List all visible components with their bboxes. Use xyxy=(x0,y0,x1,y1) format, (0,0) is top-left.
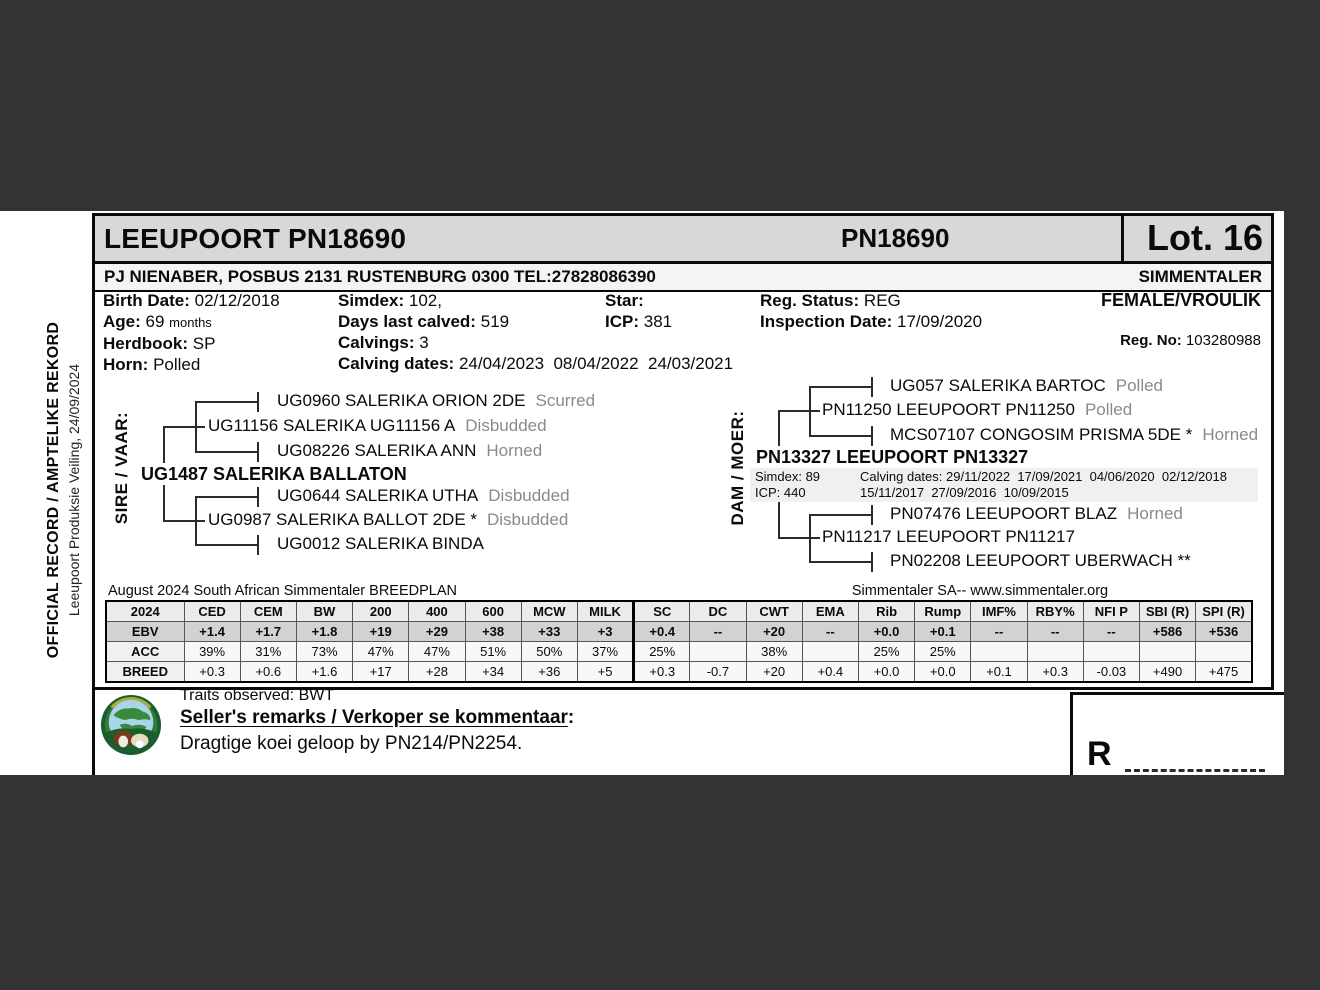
breedplan-value: +1.6 xyxy=(296,662,352,683)
breedplan-value: -- xyxy=(690,622,746,642)
horn-status: Disbudded xyxy=(465,416,547,435)
breedplan-value: 25% xyxy=(858,642,914,662)
registration-number xyxy=(1120,332,1261,349)
horn-status: Disbudded xyxy=(487,510,569,529)
breedplan-caption-left: August 2024 South African Simmentaler BREEDPLAN xyxy=(108,583,457,599)
breedplan-col-header: Rib xyxy=(858,601,914,622)
age-value: 69 xyxy=(145,312,165,331)
sire-name: UG1487 SALERIKA BALLATON xyxy=(141,463,412,485)
days-last-calved-value: 519 xyxy=(480,312,510,331)
calving-dates-label: Calving dates: xyxy=(338,354,455,373)
breedplan-value: +20 xyxy=(746,662,802,683)
seller-remarks-text: Dragtige koei geloop by PN214/PN2254. xyxy=(180,733,523,754)
breedplan-value: +586 xyxy=(1139,622,1195,642)
horn-value: Polled xyxy=(153,355,201,374)
breedplan-value xyxy=(1083,642,1139,662)
breedplan-value: +0.0 xyxy=(915,662,971,683)
pedigree-line xyxy=(809,561,871,563)
age-unit: months xyxy=(169,315,212,330)
pedigree-line xyxy=(257,535,259,555)
dam-simdex: Simdex: 89 xyxy=(755,469,821,484)
breedplan-value: -- xyxy=(1027,622,1083,642)
owner-band xyxy=(95,264,1271,292)
pedigree-line xyxy=(778,410,820,412)
reg-no-value: 103280988 xyxy=(1185,332,1261,349)
breedplan-value xyxy=(1196,642,1252,662)
title-band xyxy=(95,216,1271,264)
breedplan-value xyxy=(971,642,1027,662)
dam-block-label: DAM / MOER: xyxy=(728,410,747,526)
breedplan-value: -- xyxy=(971,622,1027,642)
breedplan-col-header: MCW xyxy=(521,601,577,622)
breedplan-value: +0.1 xyxy=(971,662,1027,683)
pedigree-line xyxy=(163,520,205,522)
herdbook-label: Herdbook: xyxy=(103,334,188,353)
simdex-value: 102, xyxy=(408,291,442,310)
days-last-calved-label: Days last calved: xyxy=(338,312,476,331)
breedplan-value: -- xyxy=(802,622,858,642)
pedigree-line xyxy=(257,392,259,412)
breedplan-value: +490 xyxy=(1139,662,1195,683)
breedplan-value: +0.3 xyxy=(1027,662,1083,683)
dam-calving-dates-2: 15/11/2017 27/09/2016 10/09/2015 xyxy=(860,485,1069,500)
sire-dam: UG0987 SALERIKA BALLOT 2DE * Disbudded xyxy=(208,510,569,529)
breedplan-value: +20 xyxy=(746,622,802,642)
seller-remarks-heading: Seller's remarks / Verkoper se kommentaar: xyxy=(180,707,575,728)
breedplan-value: 73% xyxy=(296,642,352,662)
icp-label: ICP: xyxy=(605,312,639,331)
breedplan-col-header: 600 xyxy=(465,601,521,622)
breedplan-value: 25% xyxy=(915,642,971,662)
reg-status-value: REG xyxy=(863,291,901,310)
pedigree-line xyxy=(809,514,871,516)
breedplan-value: +29 xyxy=(409,622,465,642)
sire-dam-sire: UG0644 SALERIKA UTHA Disbudded xyxy=(277,486,570,505)
breedplan-value: 25% xyxy=(634,642,690,662)
inspection-date-label: Inspection Date: xyxy=(760,312,893,331)
breedplan-value: +475 xyxy=(1196,662,1252,683)
catalog-page xyxy=(0,211,1284,775)
breedplan-col-header: NFI P xyxy=(1083,601,1139,622)
birth-date-value: 02/12/2018 xyxy=(194,291,280,310)
official-record-side-label xyxy=(44,210,88,770)
pedigree-line xyxy=(809,386,871,388)
breedplan-value: +1.7 xyxy=(240,622,296,642)
pedigree-line xyxy=(871,377,873,397)
traits-observed: Traits observed: BWT xyxy=(180,687,335,704)
herdbook-value: SP xyxy=(192,334,216,353)
sire-grandsire: UG0960 SALERIKA ORION 2DE Scurred xyxy=(277,391,596,410)
horn-status: Scurred xyxy=(535,391,596,410)
pedigree-line xyxy=(257,442,259,462)
icp-value: 381 xyxy=(643,312,673,331)
breedplan-col-header: IMF% xyxy=(971,601,1027,622)
breedplan-caption-right: Simmentaler SA-- www.simmentaler.org xyxy=(851,583,1109,599)
sex-label: FEMALE/VROULIK xyxy=(1101,290,1261,310)
breed-name: SIMMENTALER xyxy=(1138,267,1262,286)
breedplan-value: +1.8 xyxy=(296,622,352,642)
breedplan-col-header: 200 xyxy=(353,601,409,622)
horn-status: Polled xyxy=(1084,400,1133,419)
pedigree-line xyxy=(809,514,811,561)
breedplan-col-header: CEM xyxy=(240,601,296,622)
star-label: Star: xyxy=(605,291,644,310)
breedplan-value: +536 xyxy=(1196,622,1252,642)
side-label-subtitle: Leeupoort Produksie Veiling, 24/09/2024 xyxy=(66,363,82,617)
side-label-title: OFFICIAL RECORD / AMPTELIKE REKORD xyxy=(45,321,62,659)
breedplan-row-label: EBV xyxy=(106,622,184,642)
horn-status: Horned xyxy=(1202,425,1259,444)
breedplan-row-label: BREED xyxy=(106,662,184,683)
breedplan-value: 37% xyxy=(577,642,633,662)
reg-no-label: Reg. No: xyxy=(1120,332,1182,349)
pedigree-line xyxy=(195,451,257,453)
breedplan-value: +36 xyxy=(521,662,577,683)
info-col-breeding xyxy=(338,290,733,374)
breedplan-value xyxy=(1139,642,1195,662)
sire-granddam: UG08226 SALERIKA ANN Horned xyxy=(277,441,543,460)
info-col-basic xyxy=(103,290,280,375)
breedplan-col-header: SPI (R) xyxy=(1196,601,1252,622)
breedplan-col-header: MILK xyxy=(577,601,633,622)
dam-stats-band xyxy=(750,468,1258,502)
animal-title: LEEUPOORT PN18690 xyxy=(104,223,407,254)
animal-id: PN18690 xyxy=(841,223,950,253)
footer-left-border xyxy=(92,684,95,775)
calving-dates-value: 24/04/2023 08/04/2022 24/03/2021 xyxy=(458,354,734,373)
breedplan-row-label: ACC xyxy=(106,642,184,662)
pedigree-line xyxy=(809,386,811,435)
horn-status: Disbudded xyxy=(488,486,570,505)
owner-contact: PJ NIENABER, POSBUS 2131 RUSTENBURG 0300 TEL:27828086390 xyxy=(104,267,656,286)
horn-status: Horned xyxy=(1127,504,1183,523)
pedigree-line xyxy=(871,426,873,446)
pedigree-line xyxy=(163,426,205,428)
breedplan-col-header: 2024 xyxy=(106,601,184,622)
dam-granddam: MCS07107 CONGOSIM PRISMA 5DE * Horned xyxy=(890,425,1259,444)
breedplan-value: +3 xyxy=(577,622,633,642)
price-box xyxy=(1070,692,1284,775)
breedplan-value xyxy=(802,642,858,662)
breedplan-value: +19 xyxy=(353,622,409,642)
pedigree-line xyxy=(195,496,257,498)
simdex-label: Simdex: xyxy=(338,291,405,310)
breedplan-col-header: CWT xyxy=(746,601,802,622)
info-col-registration xyxy=(760,290,982,332)
pedigree-line xyxy=(195,496,197,544)
breedplan-value xyxy=(690,642,746,662)
breedplan-value: 38% xyxy=(746,642,802,662)
breedplan-value: 47% xyxy=(409,642,465,662)
dam-icp: ICP: 440 xyxy=(755,485,806,500)
pedigree-line xyxy=(778,537,820,539)
breedplan-col-header: EMA xyxy=(802,601,858,622)
record-box xyxy=(92,213,1274,690)
breedplan-value: +28 xyxy=(409,662,465,683)
breedplan-value: 31% xyxy=(240,642,296,662)
breedplan-value: +38 xyxy=(465,622,521,642)
dam-name: PN13327 LEEUPOORT PN13327 xyxy=(756,446,1033,468)
pedigree-line xyxy=(195,544,257,546)
birth-date-label: Birth Date: xyxy=(103,291,190,310)
breedplan-value: +5 xyxy=(577,662,633,683)
breedplan-value: +34 xyxy=(465,662,521,683)
sire-dam-dam: UG0012 SALERIKA BINDA xyxy=(277,534,484,553)
breedplan-col-header: CED xyxy=(184,601,240,622)
sire-sire: UG11156 SALERIKA UG11156 A Disbudded xyxy=(208,416,547,435)
breedplan-value: +0.6 xyxy=(240,662,296,683)
breedplan-value: +0.0 xyxy=(858,662,914,683)
breedplan-value: -- xyxy=(1083,622,1139,642)
calvings-label: Calvings: xyxy=(338,333,415,352)
breedplan-value: -0.03 xyxy=(1083,662,1139,683)
breedplan-value: +1.4 xyxy=(184,622,240,642)
breedplan-value: 51% xyxy=(465,642,521,662)
calvings-value: 3 xyxy=(419,333,429,352)
horn-label: Horn: xyxy=(103,355,149,374)
horn-status: Horned xyxy=(486,441,543,460)
simmentaler-logo-icon xyxy=(100,694,162,756)
pedigree-line xyxy=(257,487,259,507)
breedplan-value: 47% xyxy=(353,642,409,662)
breedplan-value: +0.1 xyxy=(915,622,971,642)
pedigree-line xyxy=(871,505,873,525)
dam-dam-sire: PN07476 LEEUPOORT BLAZ Horned xyxy=(890,504,1183,523)
horn-status: Polled xyxy=(1115,376,1164,395)
breedplan-col-header: DC xyxy=(690,601,746,622)
lot-number: Lot. 16 xyxy=(1121,216,1271,261)
sire-block-label: SIRE / VAAR: xyxy=(112,411,131,525)
breedplan-value: -0.7 xyxy=(690,662,746,683)
info-col-star xyxy=(605,290,672,332)
breedplan-col-header: RBY% xyxy=(1027,601,1083,622)
breedplan-value xyxy=(1027,642,1083,662)
age-label: Age: xyxy=(103,312,141,331)
breedplan-col-header: SC xyxy=(634,601,690,622)
dam-grandsire: UG057 SALERIKA BARTOC Polled xyxy=(890,376,1164,395)
breedplan-value: +0.4 xyxy=(634,622,690,642)
pedigree-line xyxy=(871,552,873,572)
currency-symbol: R xyxy=(1087,735,1112,773)
pedigree-line xyxy=(809,435,871,437)
breedplan-value: 50% xyxy=(521,642,577,662)
dam-dam: PN11217 LEEUPOORT PN11217 xyxy=(822,527,1075,546)
breedplan-value: +0.3 xyxy=(634,662,690,683)
breedplan-table xyxy=(105,600,1253,683)
breedplan-col-header: Rump xyxy=(915,601,971,622)
breedplan-value: 39% xyxy=(184,642,240,662)
dam-dam-dam: PN02208 LEEUPOORT UBERWACH ** xyxy=(890,551,1191,570)
dam-sire: PN11250 LEEUPOORT PN11250 Polled xyxy=(822,400,1133,419)
breedplan-col-header: SBI (R) xyxy=(1139,601,1195,622)
breedplan-value: +0.3 xyxy=(184,662,240,683)
breedplan-col-header: BW xyxy=(296,601,352,622)
inspection-date-value: 17/09/2020 xyxy=(896,312,983,331)
pedigree-line xyxy=(195,401,197,451)
breedplan-value: +33 xyxy=(521,622,577,642)
breedplan-value: +0.4 xyxy=(802,662,858,683)
price-fill-line xyxy=(1125,749,1265,772)
breedplan-value: +0.0 xyxy=(858,622,914,642)
dam-calving-dates-1: Calving dates: 29/11/2022 17/09/2021 04/06/2020 02/12/2018 xyxy=(860,469,1227,484)
pedigree-line xyxy=(195,401,257,403)
breedplan-col-header: 400 xyxy=(409,601,465,622)
reg-status-label: Reg. Status: xyxy=(760,291,860,310)
breedplan-value: +17 xyxy=(353,662,409,683)
